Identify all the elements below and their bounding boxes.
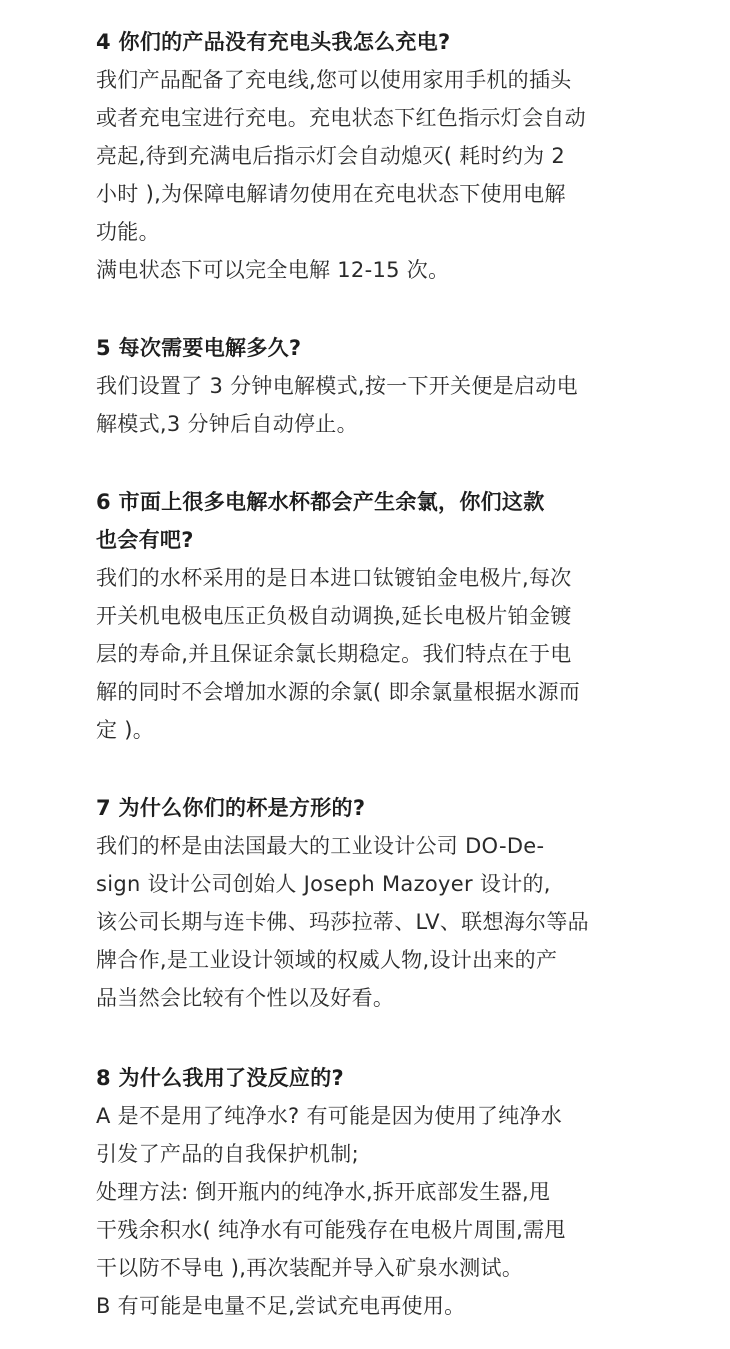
faq-question-4: 4 你们的产品没有充电头我怎么充电? xyxy=(96,30,451,54)
faq-answer-8-line-3: 处理方法: 倒开瓶内的纯净水,拆开底部发生器,甩 xyxy=(96,1180,551,1204)
faq-answer-6-line-2: 开关机电极电压正负极自动调换,延长电极片铂金镀 xyxy=(96,604,572,628)
faq-answer-4-line-1: 我们产品配备了充电线,您可以使用家用手机的插头 xyxy=(96,68,572,92)
faq-answer-4-line-5: 功能。 xyxy=(96,220,160,244)
faq-answer-6-line-4: 解的同时不会增加水源的余氯( 即余氯量根据水源而 xyxy=(96,680,581,704)
faq-answer-4-line-6: 满电状态下可以完全电解 12-15 次。 xyxy=(96,258,450,282)
faq-answer-4-line-3: 亮起,待到充满电后指示灯会自动熄灭( 耗时约为 2 xyxy=(96,144,566,168)
faq-question-7: 7 为什么你们的杯是方形的? xyxy=(96,796,366,820)
faq-question-6-line-1: 6 市面上很多电解水杯都会产生余氯，你们这款 xyxy=(96,490,545,514)
faq-answer-5-line-2: 解模式,3 分钟后自动停止。 xyxy=(96,412,358,436)
faq-answer-6-line-1: 我们的水杯采用的是日本进口钛镀铂金电极片,每次 xyxy=(96,566,572,590)
faq-answer-7-line-5: 品当然会比较有个性以及好看。 xyxy=(96,986,395,1010)
faq-question-8: 8 为什么我用了没反应的? xyxy=(96,1066,345,1090)
faq-answer-4-line-2: 或者充电宝进行充电。充电状态下红色指示灯会自动 xyxy=(96,106,586,130)
faq-answer-8-line-1: A 是不是用了纯净水? 有可能是因为使用了纯净水 xyxy=(96,1104,563,1128)
faq-answer-8-line-6: B 有可能是电量不足,尝试充电再使用。 xyxy=(96,1294,466,1318)
faq-answer-7-line-1: 我们的杯是由法国最大的工业设计公司 DO-De- xyxy=(96,834,545,858)
faq-question-6-line-2: 也会有吧? xyxy=(96,528,194,552)
faq-answer-7-line-4: 牌合作,是工业设计领域的权威人物,设计出来的产 xyxy=(96,948,558,972)
faq-answer-7-line-2: sign 设计公司创始人 Joseph Mazoyer 设计的, xyxy=(96,872,551,896)
faq-answer-8-line-4: 干残余积水( 纯净水有可能残存在电极片周围,需甩 xyxy=(96,1218,566,1242)
faq-answer-7-line-3: 该公司长期与连卡佛、玛莎拉蒂、LV、联想海尔等品 xyxy=(96,910,589,934)
faq-answer-4-line-4: 小时 ),为保障电解请勿使用在充电状态下使用电解 xyxy=(96,182,566,206)
faq-answer-6-line-5: 定 )。 xyxy=(96,718,155,742)
faq-answer-8-line-5: 干以防不导电 ),再次装配并导入矿泉水测试。 xyxy=(96,1256,524,1280)
faq-answer-5-line-1: 我们设置了 3 分钟电解模式,按一下开关便是启动电 xyxy=(96,374,578,398)
faq-answer-6-line-3: 层的寿命,并且保证余氯长期稳定。我们特点在于电 xyxy=(96,642,572,666)
faq-answer-8-line-2: 引发了产品的自我保护机制; xyxy=(96,1142,359,1166)
faq-question-5: 5 每次需要电解多久? xyxy=(96,336,302,360)
